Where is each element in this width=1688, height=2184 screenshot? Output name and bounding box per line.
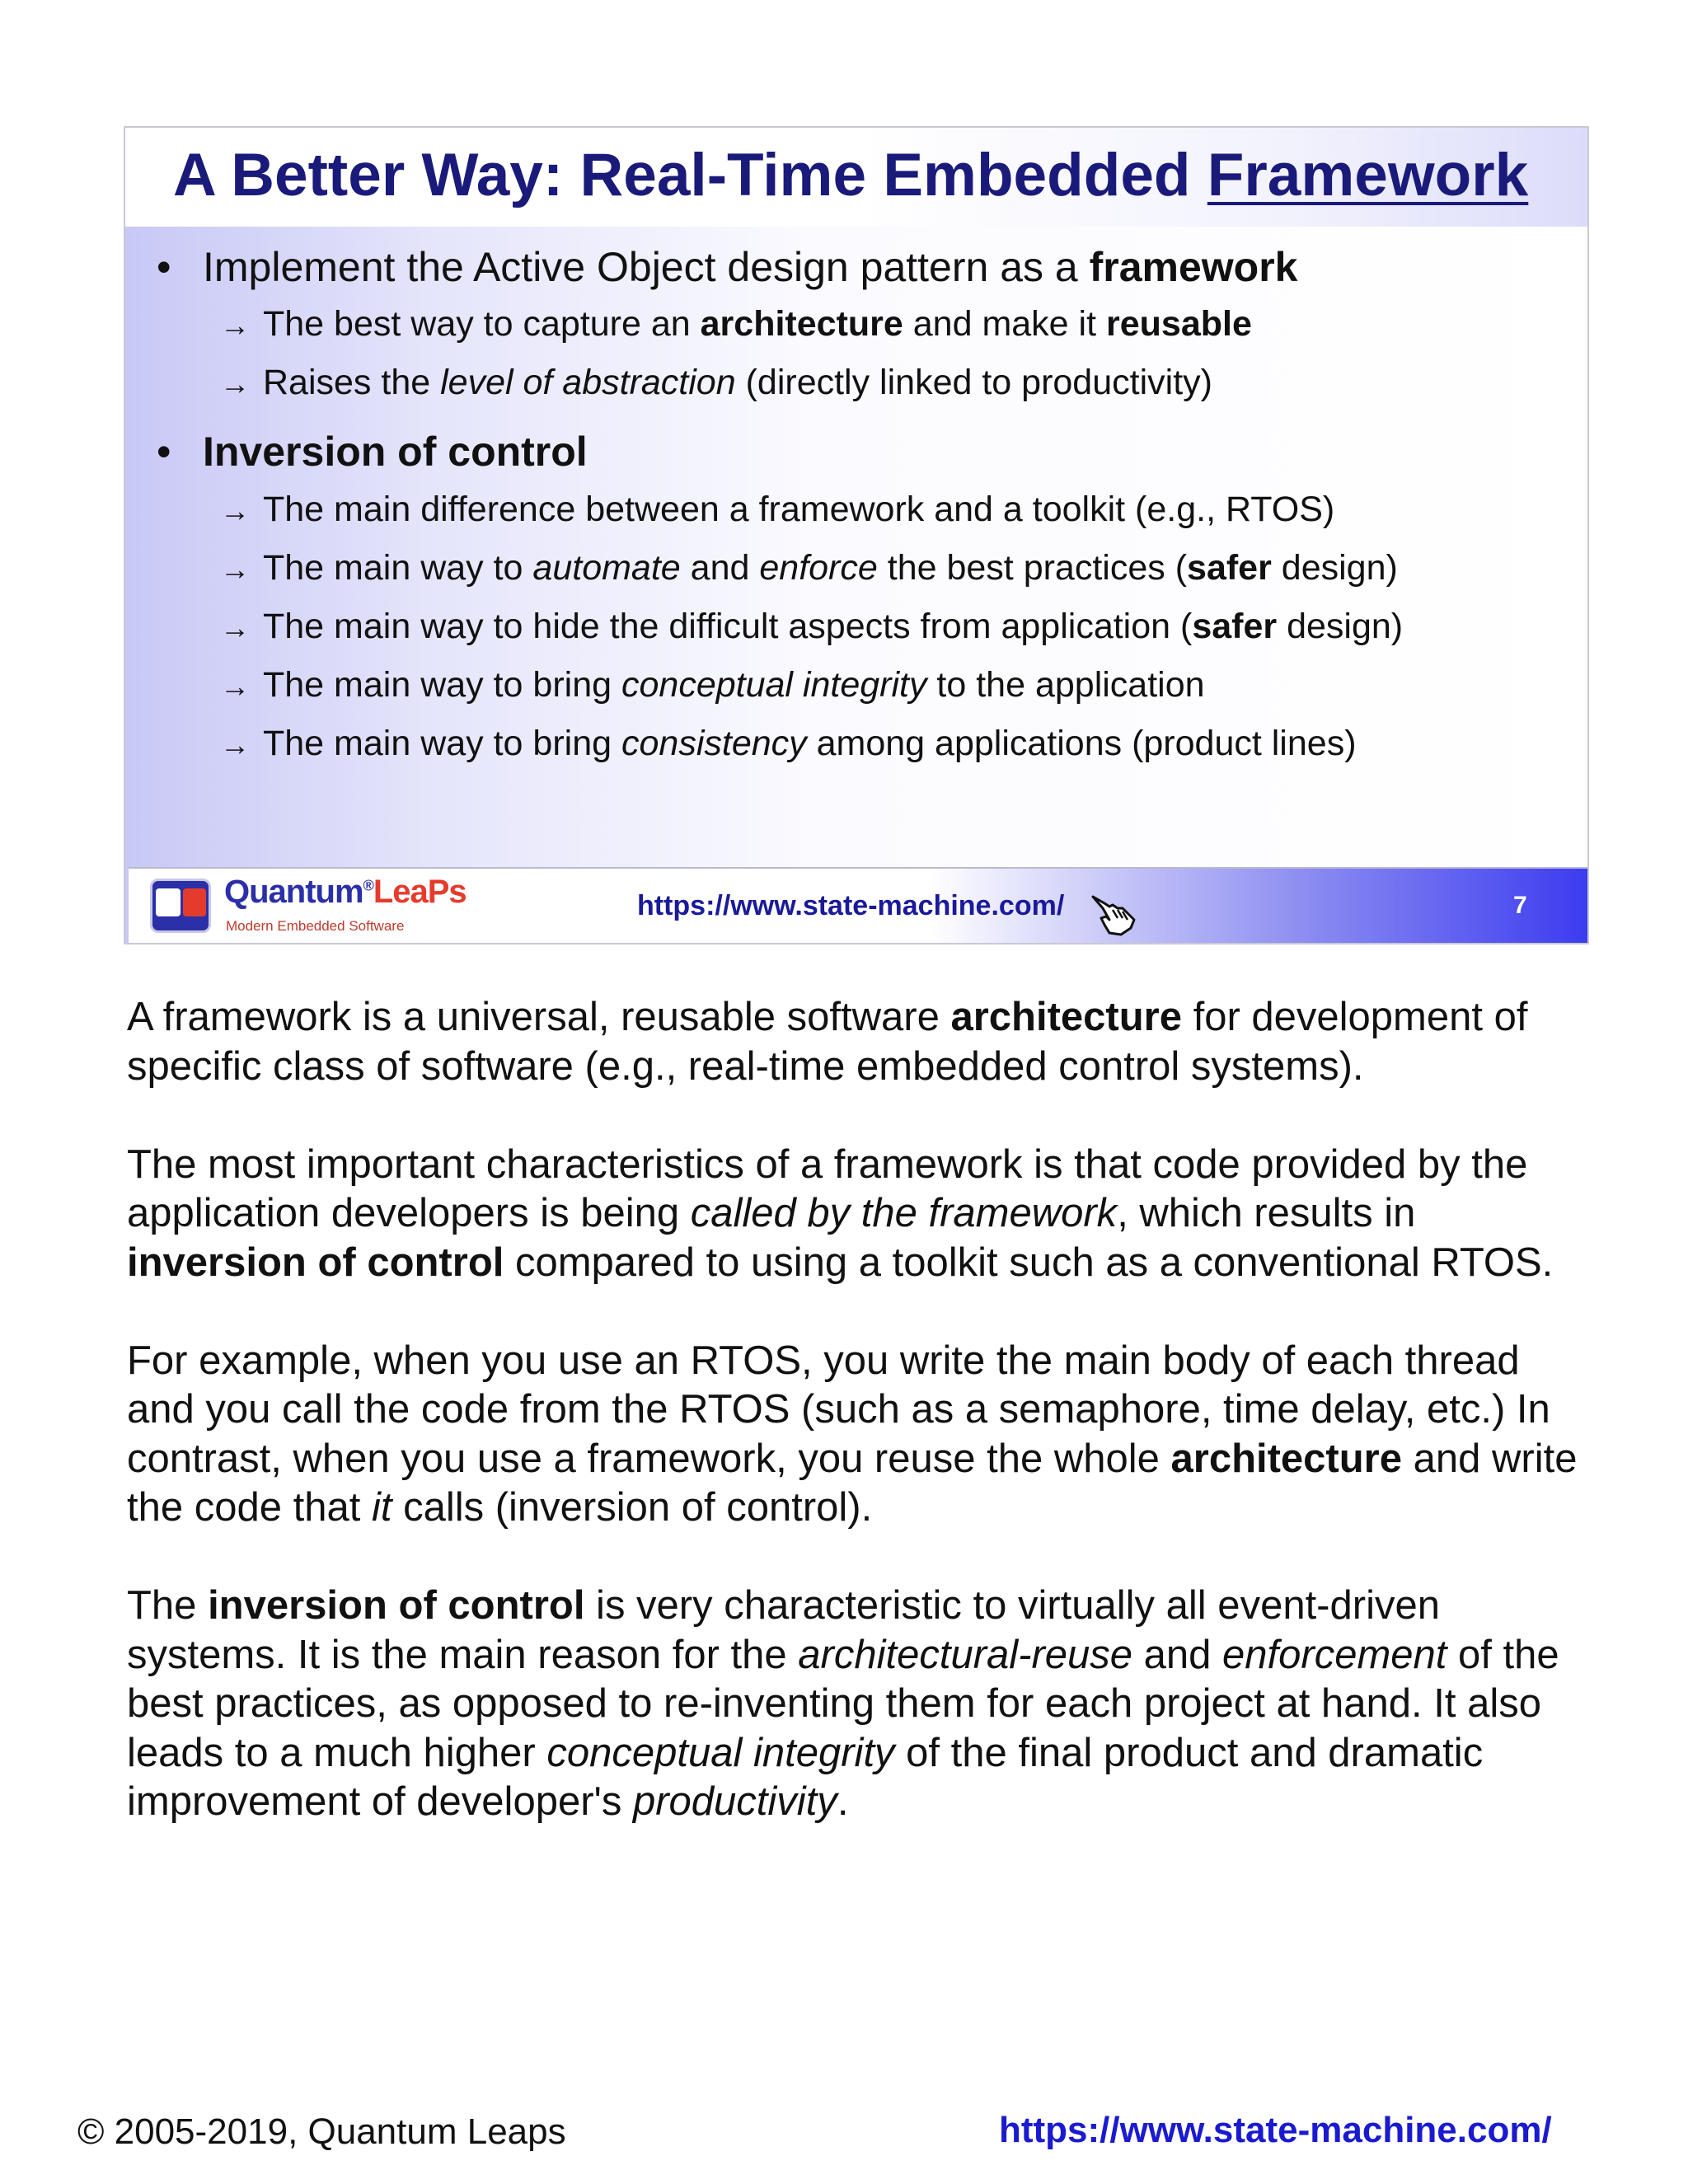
sub-bullet-text: [263, 724, 1357, 763]
bold-run: architecture: [700, 304, 903, 344]
slide-sub-bullet: [220, 665, 1205, 705]
page-footer-link[interactable]: https://www.state-machine.com/: [999, 2110, 1552, 2150]
slide-sub-bullet: [220, 724, 1357, 764]
italic-run: conceptual integrity: [621, 665, 927, 705]
slide-title-prefix: A Better Way: Real-Time Embedded: [173, 142, 1207, 209]
text-run: is very characteristic to virtually all event-driven systems. It is the main reason for the: [127, 1583, 1440, 1677]
arrow-icon: →: [220, 552, 250, 586]
bold-run: Inversion of control: [203, 429, 588, 475]
text-run: A framework is a universal, reusable software: [127, 995, 951, 1039]
bullet-text: [203, 429, 588, 475]
text-run: Implement the Active Object design pattern as a: [203, 244, 1090, 290]
logo-tagline: Modern Embedded Software: [226, 918, 405, 934]
bold-run: safer: [1192, 607, 1278, 646]
text-run: and: [1132, 1632, 1223, 1677]
text-run: of the best practices, as opposed to re-inventing them for each project at hand. It also leads to a much higher: [127, 1632, 1559, 1775]
italic-run: architectural-reuse: [798, 1632, 1133, 1677]
sub-bullet-text: [263, 363, 1212, 402]
sub-bullet-text: [263, 304, 1252, 344]
text-run: The main difference between a framework and a toolkit (e.g., RTOS): [263, 490, 1335, 529]
text-run: design): [1271, 548, 1398, 588]
slide-sub-bullet: [220, 363, 1212, 403]
arrow-icon: →: [220, 308, 250, 342]
slide-title-underlined: Framework: [1207, 142, 1529, 209]
slide-footer: [129, 867, 1587, 943]
text-run: (directly linked to productivity): [735, 363, 1212, 402]
bold-run: inversion of control: [208, 1583, 585, 1628]
slide-footer-link[interactable]: https://www.state-machine.com/: [637, 890, 1065, 921]
text-run: The main way to hide the difficult aspects from application (: [263, 607, 1193, 646]
hand-pointer-icon: [1085, 888, 1144, 938]
arrow-icon: →: [220, 669, 250, 703]
text-run: compared to using a toolkit such as a conventional RTOS.: [504, 1240, 1554, 1285]
notes-paragraph: [127, 1337, 1594, 1533]
bold-run: inversion of control: [127, 1240, 504, 1285]
text-run: The main way to bring: [263, 665, 621, 705]
slide-sub-bullet: [220, 304, 1252, 344]
slide-title: [173, 141, 1528, 209]
text-run: The best way to capture an: [263, 304, 701, 344]
quantum-leaps-logo: [150, 874, 467, 940]
text-run: of the final product and dramatic improvement of developer's: [127, 1730, 1484, 1824]
slide-title-bar: [125, 128, 1587, 227]
ql-logo-icon: [150, 879, 211, 933]
text-run: and make it: [903, 304, 1106, 344]
text-run: Raises the: [263, 363, 441, 402]
italic-run: called by the framework: [690, 1191, 1118, 1235]
bullet-marker: •: [157, 429, 171, 475]
arrow-icon: →: [220, 728, 250, 762]
italic-run: level of abstraction: [440, 363, 736, 402]
text-run: calls (inversion of control).: [392, 1485, 873, 1530]
bullet-text: [203, 244, 1297, 290]
bold-run: architecture: [1170, 1436, 1403, 1481]
slide-bullet: [157, 428, 588, 476]
text-run: The main way to bring: [263, 724, 621, 763]
arrow-icon: →: [220, 611, 250, 644]
bold-run: architecture: [950, 995, 1182, 1039]
italic-run: consistency: [621, 724, 807, 763]
italic-run: enforce: [759, 548, 878, 588]
italic-run: conceptual integrity: [546, 1730, 895, 1775]
text-run: to the application: [926, 665, 1205, 705]
text-run: , which results in: [1117, 1191, 1416, 1235]
bold-run: safer: [1187, 548, 1272, 588]
text-run: The main way to: [263, 548, 533, 588]
sub-bullet-text: [263, 607, 1403, 646]
italic-run: enforcement: [1222, 1632, 1447, 1677]
logo-wordmark: Quantum®LeaPs: [224, 874, 467, 910]
page-footer-copyright: © 2005-2019, Quantum Leaps: [77, 2111, 566, 2152]
notes-paragraph: [127, 993, 1594, 1091]
text-run: among applications (product lines): [806, 724, 1357, 763]
slide: [124, 126, 1589, 944]
text-run: The: [127, 1583, 209, 1628]
sub-bullet-text: [263, 490, 1334, 529]
text-run: design): [1277, 607, 1404, 646]
bold-run: framework: [1089, 244, 1298, 290]
bold-run: reusable: [1106, 304, 1252, 344]
slide-sub-bullet: [220, 548, 1398, 588]
notes-paragraph: [127, 1582, 1594, 1827]
slide-bullet: [157, 243, 1297, 291]
text-run: and write the code that: [127, 1436, 1578, 1530]
bullet-marker: •: [157, 244, 171, 290]
text-run: For example, when you use an RTOS, you write the main body of each thread and you call the code from the RTOS (such as a semaphore, time delay, etc.) In contrast, when you use a framework, you reuse the whole: [127, 1338, 1550, 1481]
text-run: for development of specific class of software (e.g., real-time embedded control systems).: [127, 995, 1528, 1089]
sub-bullet-text: [263, 665, 1205, 705]
notes-body: [127, 993, 1594, 1876]
slide-page-number: 7: [1513, 892, 1527, 919]
slide-sub-bullet: [220, 490, 1334, 530]
text-run: the best practices (: [877, 548, 1188, 588]
arrow-icon: →: [220, 367, 250, 401]
italic-run: automate: [532, 548, 681, 588]
arrow-icon: →: [220, 494, 250, 527]
slide-sub-bullet: [220, 607, 1403, 647]
text-run: .: [837, 1779, 849, 1824]
italic-run: productivity: [632, 1779, 837, 1824]
text-run: The most important characteristics of a framework is that code provided by the application developers is being: [127, 1141, 1528, 1235]
text-run: and: [680, 548, 760, 588]
italic-run: it: [371, 1485, 392, 1530]
sub-bullet-text: [263, 548, 1398, 588]
notes-paragraph: [127, 1141, 1594, 1288]
